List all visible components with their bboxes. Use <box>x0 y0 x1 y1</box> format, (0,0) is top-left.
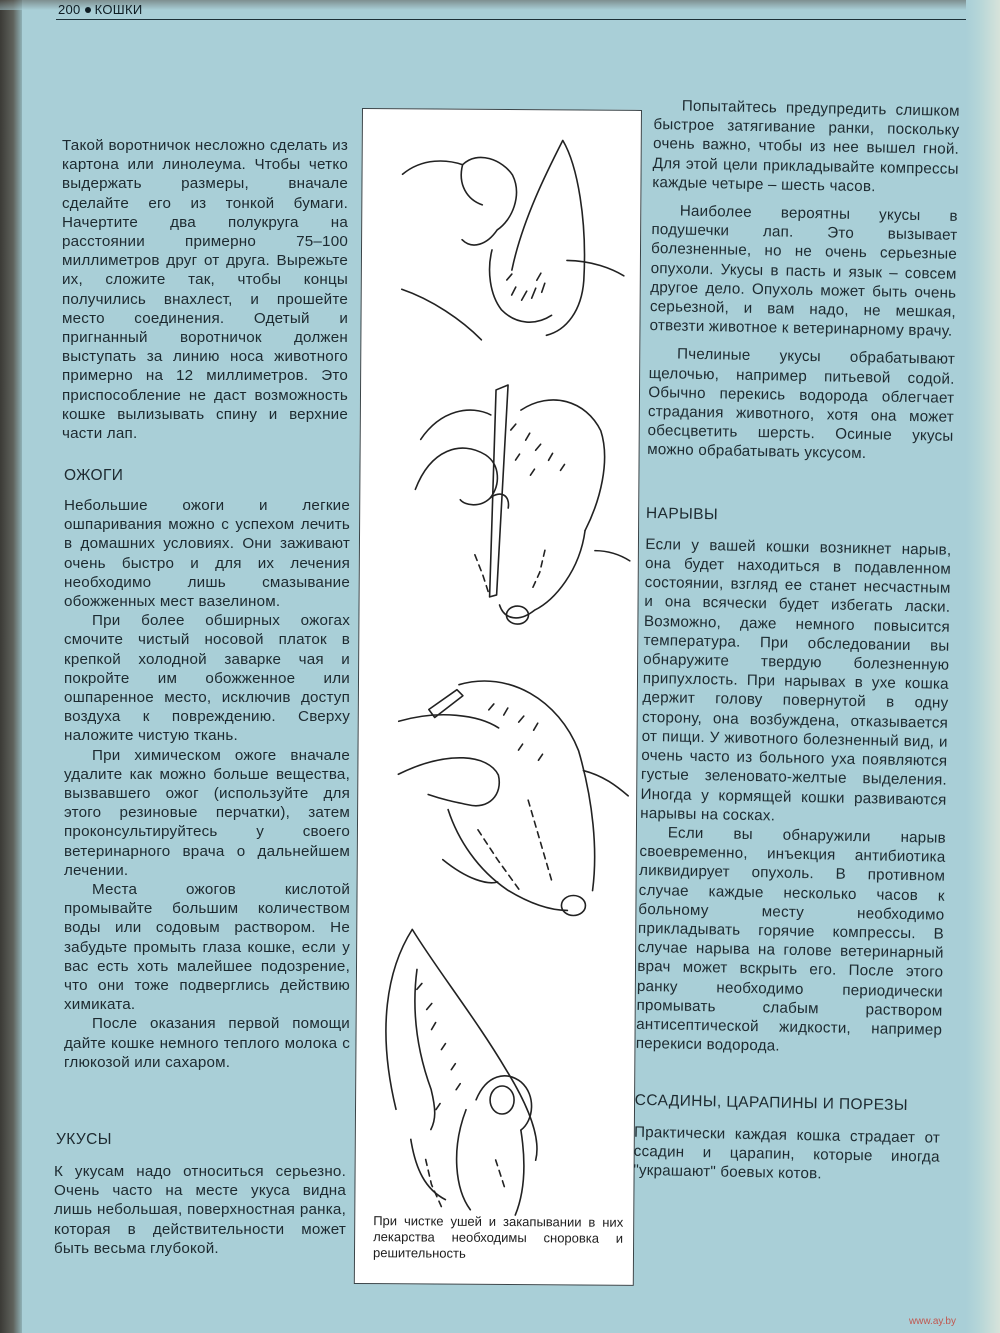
running-header <box>58 2 142 17</box>
ear-cleaning-illustration <box>355 109 641 1285</box>
illustration-ear-drops <box>397 680 629 915</box>
bites-body-left <box>54 1162 346 1258</box>
photo-edge-left <box>0 0 22 1333</box>
wounds-heading: ССАДИНЫ, ЦАРАПИНЫ И ПОРЕЗЫ <box>634 1092 909 1115</box>
watermark: www.ay.by <box>908 1316 956 1327</box>
burns-paragraph-3: При химическом ожоге вначале удалите как можно больше вещества, вызвавшего ожог (используйте для этого резиновые перчатки), затем проконсультируйтесь у своего ветеринарного врача о дальнейшем лечении. <box>64 746 350 879</box>
section-title: КОШКИ <box>94 2 143 17</box>
abscess-paragraph-2: Если вы обнаружили нарыв своевременно, инъекция антибиотика ликвидирует опухоль. В противном случае каждые несколько часов к больному месту необходимо прикладывать горячие компрессы. В случае нарыва на голове ветеринарный врач может вскрыть его. После этого ранку необходимо периодически промывать слабым раствором антисептической жидкости, например перекиси водорода. <box>635 824 946 1055</box>
burns-section <box>64 466 350 485</box>
burns-body <box>64 496 350 1072</box>
burns-paragraph-5: После оказания первой помощи дайте кошке немного теплого молока с глюкозой или сахаром. <box>64 1015 350 1071</box>
collar-paragraph: Такой воротничок несложно сделать из картона или линолеума. Чтобы четко выдержать размеры, вначале сделайте его из тонкой бумаги. Начертите два полукруга на расстоянии примерно 75–100 миллиметров друг от друга. Вырежьте их, сложите так, чтобы концы получились внахлест, и прошейте место соединения. Одетый и пригнанный воротничок должен выступать за линию носа животного примерно на 12 миллиметров. Это приспособление не даст возможность кошке вылизывать спину и верхние части лап. <box>62 137 348 443</box>
figure-panel <box>354 108 642 1286</box>
abscess-paragraph-1: Если у вашей кошки возникнет нарыв, она будет находиться в подавленном состоянии, взгляд ее станет несчастным и она всячески будет избегать ласки. Возможно, даже немного повысится температура. При обследовании вы обнаружите твердую болезненную припухлость. При нарывах в ухе кошка держит голову повернутой в одну сторону, она возбуждена, отказывается от пищи. У животного болезненный вид, и очень часто из больного уха появляются густые зеленовато-желтые выделения. Иногда у кормящей кошки развиваются нарывы на сосках. <box>640 535 952 825</box>
illustration-ear-fold <box>401 139 624 341</box>
bites-paragraph-2: Попытайтесь предупредить слишком быстрое затягивание ранки, поскольку очень важно, чтобы из нее вышел гной. Для этой цели прикладывайте компрессы каждые четыре – шесть часов. <box>652 97 960 196</box>
left-column <box>62 136 348 443</box>
right-column <box>633 96 960 1186</box>
photo-edge-right <box>966 0 1000 1333</box>
burns-paragraph-1: Небольшие ожоги и легкие ошпаривания можно с успехом лечить в домашних условиях. Они заживают очень быстро и для их лечения необходимо лишь смазывание обожженных мест вазелином. <box>64 497 350 611</box>
abscess-heading: НАРЫВЫ <box>645 504 719 523</box>
bites-paragraph-1: К укусам надо относиться серьезно. Очень часто на месте укуса видна лишь небольшая, поверхностная ранка, которая в действительности может быть весьма глубокой. <box>54 1163 346 1257</box>
bullet-icon <box>85 7 91 13</box>
illustration-swab-insert <box>414 384 631 624</box>
burns-paragraph-2: При более обширных ожогах смочите чистый носовой платок в крепкой холодной заварке чая и покройте им обожженное или ошпаренное место, исключив доступ воздуха к повреждению. Сверху наложите чистую ткань. <box>64 612 350 745</box>
illustration-ear-massage <box>385 929 539 1215</box>
wounds-paragraph-1: Практически каждая кошка страдает от ссадин и царапин, которые иногда "украшают" боевых котов. <box>633 1123 941 1183</box>
bites-paragraph-3: Наиболее вероятны укусы в подушечки лап. Это вызывает болезненные, но не очень серьезные опухоли. Укусы в пасть и язык – совсем другое дело. Опухоль может быть очень серьезной, и вам надо, не мешкая, отвезти животное к ветеринарному врачу. <box>649 202 958 341</box>
photo-edge-top <box>0 0 1000 10</box>
burns-heading: ОЖОГИ <box>64 467 124 484</box>
bites-section <box>56 1130 346 1149</box>
bites-paragraph-4: Пчелиные укусы обрабатывают щелочью, например питьевой содой. Обычно перекись водорода облегчает страдания животного, хотя она может обесцветить шерсть. Осиные укусы можно обрабатывать уксусом. <box>647 345 956 463</box>
bites-heading: УКУСЫ <box>56 1131 112 1148</box>
header-rule <box>56 19 966 20</box>
burns-paragraph-4: Места ожогов кислотой промывайте большим количеством воды или содовым раствором. Не забудьте промыть глаза кошке, если у вас есть хоть малейшее подозрение, что они тоже подверглись действию химиката. <box>64 881 350 1014</box>
figure-caption: При чистке ушей и закапывании в них лекарства необходимы сноровка и решительность <box>372 1213 624 1261</box>
page-number: 200 <box>58 2 81 17</box>
